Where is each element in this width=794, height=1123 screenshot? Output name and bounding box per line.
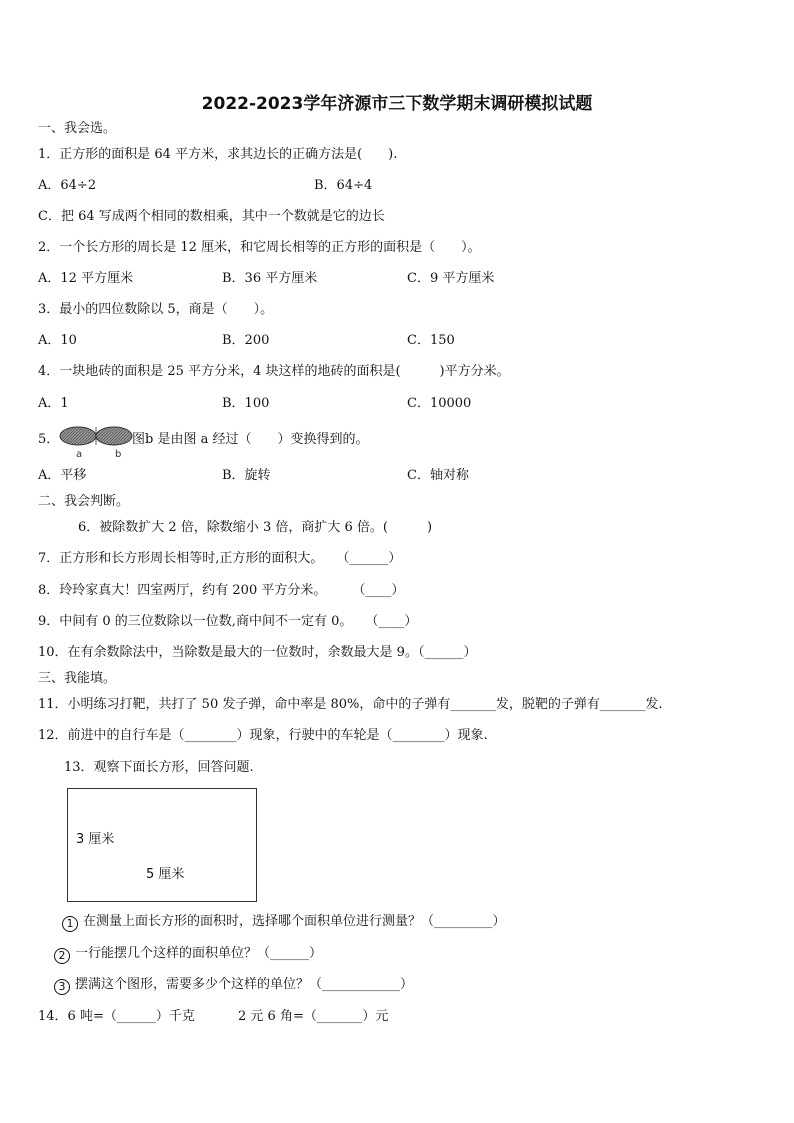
- figure-b-label: b: [115, 449, 122, 460]
- question-5-option-c: C．轴对称: [407, 468, 469, 483]
- question-12: 12．前进中的自行车是（________）现象，行驶中的车轮是（________）现象.: [38, 728, 488, 743]
- question-4-option-c: C．10000: [407, 396, 472, 411]
- question-3-option-c: C．150: [407, 333, 455, 348]
- leaf-figures: [58, 425, 138, 465]
- question-6: 6．被除数扩大 2 倍，除数缩小 3 倍，商扩大 6 倍。( ): [78, 520, 433, 535]
- question-5-option-b: B．旋转: [222, 468, 271, 483]
- section-heading-2: 二、我会判断。: [38, 494, 130, 509]
- question-13-sub-3: [54, 977, 413, 995]
- question-8: 8．玲玲家真大！四室两厅，约有 200 平方分米。 （____）: [38, 583, 405, 598]
- question-14-part-b: 2 元 6 角=（_______）元: [238, 1009, 389, 1024]
- question-2-option-a: A．12 平方厘米: [38, 271, 134, 286]
- section-heading-3: 三、我能填。: [38, 671, 117, 686]
- question-11: 11．小明练习打靶，共打了 50 发子弹，命中率是 80%，命中的子弹有_______发，脱靶的子弹有_______发.: [38, 697, 663, 712]
- rectangle-height-label: 3 厘米: [76, 832, 115, 847]
- question-4-option-a: A．1: [38, 396, 69, 411]
- question-13-sub-3-text: 摆满这个图形，需要多少个这样的单位？（____________）: [75, 977, 414, 992]
- question-9: 9．中间有 0 的三位数除以一位数,商中间不一定有 0。 （____）: [38, 614, 418, 629]
- question-5-number: 5．: [38, 432, 60, 447]
- question-1-stem: 1．正方形的面积是 64 平方米，求其边长的正确方法是( ).: [38, 147, 398, 162]
- question-4-stem: 4．一块地砖的面积是 25 平方分米，4 块这样的地砖的面积是( )平方分米。: [38, 364, 510, 379]
- page-title: 2022-2023学年济源市三下数学期末调研模拟试题: [201, 94, 593, 114]
- question-13-sub-2: [54, 946, 322, 964]
- circled-number-1: 1: [62, 916, 78, 932]
- question-13-stem: 13．观察下面长方形，回答问题.: [64, 760, 254, 775]
- question-2-option-c: C．9 平方厘米: [407, 271, 495, 286]
- question-1-option-a: A．64÷2: [38, 178, 97, 193]
- figure-a-label: a: [76, 449, 83, 460]
- section-heading-1: 一、我会选。: [38, 121, 117, 136]
- question-3-stem: 3．最小的四位数除以 5，商是（ ）。: [38, 302, 274, 317]
- question-5-stem: 图b 是由图 a 经过（ ）变换得到的。: [132, 432, 369, 447]
- figure-b-shape: [96, 427, 132, 445]
- circled-number-3: 3: [54, 979, 70, 995]
- question-2-option-b: B．36 平方厘米: [222, 271, 318, 286]
- question-13-sub-2-text: 一行能摆几个这样的面积单位？（______）: [75, 946, 323, 961]
- question-14-part-a: 14．6 吨=（______）千克: [38, 1009, 195, 1024]
- question-2-stem: 2．一个长方形的周长是 12 厘米，和它周长相等的正方形的面积是（ ）。: [38, 240, 481, 255]
- question-4-option-b: B．100: [222, 396, 270, 411]
- question-1-option-b: B．64÷4: [314, 178, 373, 193]
- question-13-sub-1: [62, 914, 506, 932]
- question-7: 7．正方形和长方形周长相等时,正方形的面积大。 （______）: [38, 551, 402, 566]
- question-1-option-c: C．把 64 写成两个相同的数相乘，其中一个数就是它的边长: [38, 209, 385, 224]
- question-5-option-a: A．平移: [38, 468, 87, 483]
- rectangle-width-label: 5 厘米: [146, 867, 185, 882]
- leaf-figures-svg: [58, 425, 138, 461]
- figure-a-shape: [60, 427, 96, 445]
- question-3-option-b: B．200: [222, 333, 270, 348]
- question-10: 10．在有余数除法中，当除数是最大的一位数时，余数最大是 9。（______）: [38, 645, 477, 660]
- question-13-sub-1-text: 在测量上面长方形的面积时，选择哪个面积单位进行测量？（_________）: [83, 914, 506, 929]
- circled-number-2: 2: [54, 948, 70, 964]
- question-3-option-a: A．10: [38, 333, 77, 348]
